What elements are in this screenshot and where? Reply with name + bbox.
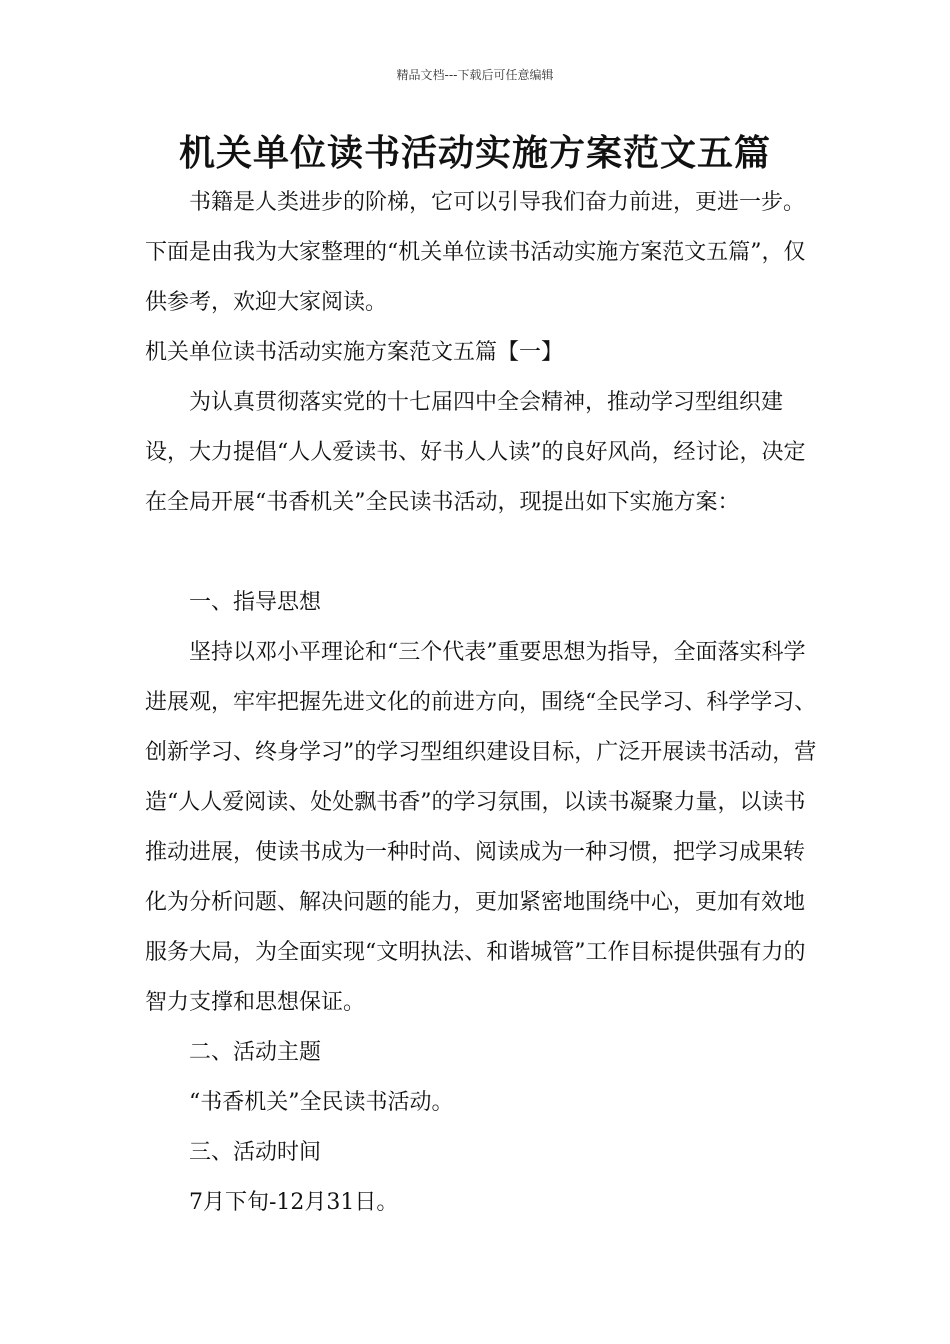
blank-line <box>145 528 825 578</box>
time-text: 7月下旬-12月31日。 <box>189 1190 399 1215</box>
paragraph-2: 坚持以邓小平理论和“三个代表”重要思想为指导，全面落实科学进展观，牢牢把握先进文化的前进方向，围绕“全民学习、科学学习、创新学习、终身学习”的学习型组织建设目标，广泛开展读书活动，营造“人人爱阅读、处处飘书香”的学习氛围，以读书凝聚力量，以读书推动进展，使读书成为一种时尚、阅读成为一种习惯，把学习成果转化为分析问题、解决问题的能力，更加紧密地围绕中心，更加有效地服务大局，为全面实现“文明执法、和谐城管”工作目标提供强有力的智力支撑和思想保证。 <box>145 640 817 1015</box>
theme-text: “书香机关”全民读书活动。 <box>189 1090 454 1115</box>
intro-paragraph: 书籍是人类进步的阶梯，它可以引导我们奋力前进，更进一步。下面是由我为大家整理的“机关单位读书活动实施方案范文五篇”，仅供参考，欢迎大家阅读。 <box>145 190 806 315</box>
section-heading: 机关单位读书活动实施方案范文五篇【一】 <box>145 340 564 365</box>
heading-activity-theme: 二、活动主题 <box>189 1040 322 1065</box>
heading-guiding-thought: 一、指导思想 <box>189 590 322 615</box>
paragraph-1: 为认真贯彻落实党的十七届四中全会精神，推动学习型组织建设，大力提倡“人人爱读书、好书人人读”的良好风尚，经讨论，决定在全局开展“书香机关”全民读书活动，现提出如下实施方案： <box>145 390 806 515</box>
document-body <box>145 178 825 1228</box>
heading-activity-time: 三、活动时间 <box>189 1140 322 1165</box>
header-note: 精品文档---下载后可任意编辑 <box>396 68 554 82</box>
document-title: 机关单位读书活动实施方案范文五篇 <box>178 132 771 174</box>
